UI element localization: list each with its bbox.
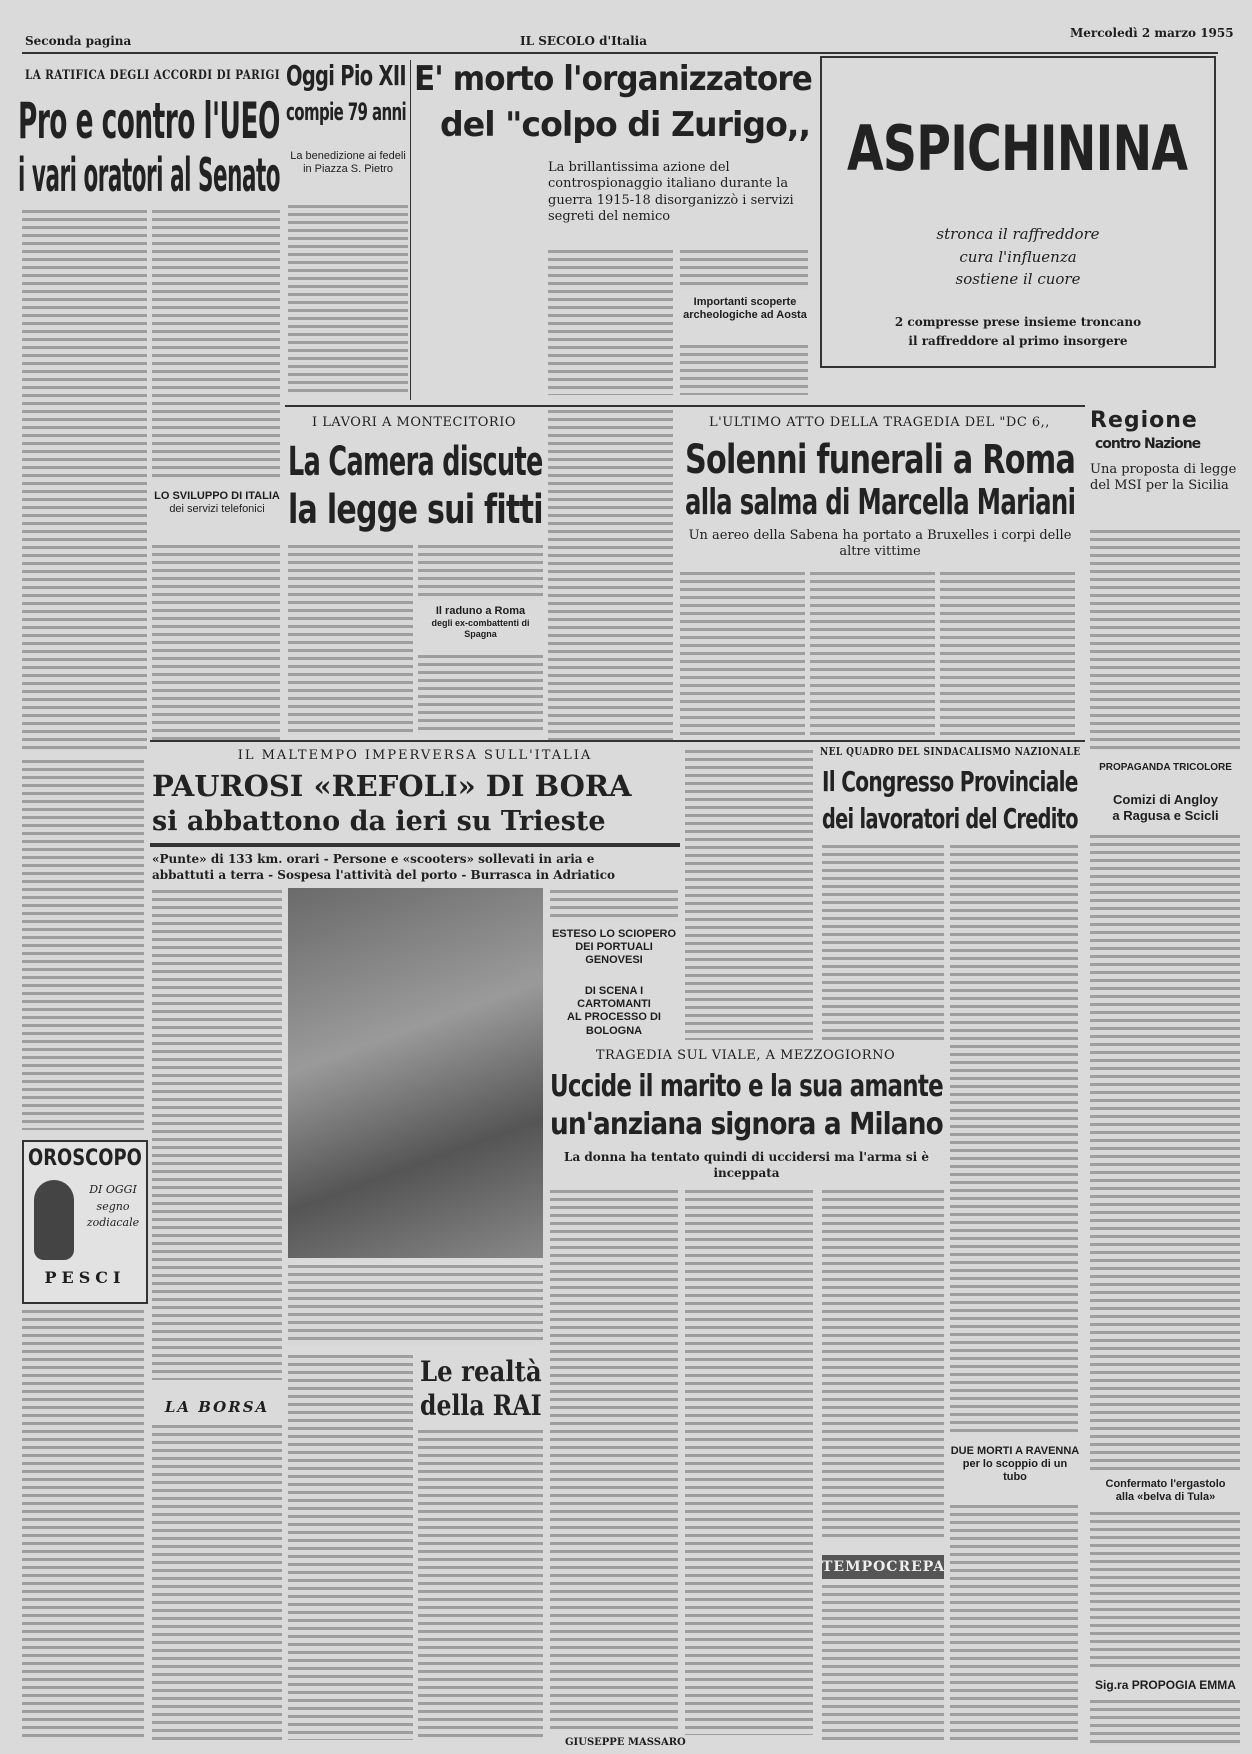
tula-headline-2: alla «belva di Tula» bbox=[1115, 1491, 1216, 1504]
credito-headline-2: dei lavoratori del Credito bbox=[822, 802, 1078, 835]
ad-body bbox=[822, 1585, 944, 1740]
pio-headline-2: compie 79 anni bbox=[286, 98, 407, 126]
credito-kicker: NEL QUADRO DEL SINDACALISMO NAZIONALE bbox=[820, 745, 1081, 758]
article-body bbox=[418, 655, 543, 735]
article-signature: GIUSEPPE MASSARO bbox=[565, 1737, 686, 1748]
bora-kicker: IL MALTEMPO IMPERVERSA SULL'ITALIA bbox=[237, 748, 593, 763]
ad-claim: sostiene il cuore bbox=[955, 270, 1081, 288]
dc6-headline-1: Solenni funerali a Roma bbox=[685, 437, 1076, 483]
cartomanti-headline-2: AL PROCESSO DI BOLOGNA bbox=[567, 1011, 661, 1037]
article-body bbox=[548, 410, 673, 740]
ueo-headline-1: Pro e contro l'UEO bbox=[18, 92, 280, 150]
article-body bbox=[288, 205, 408, 395]
article-body bbox=[950, 845, 1078, 1435]
zodiac-sign: PESCI bbox=[44, 1268, 126, 1287]
pio-subhead: La benedizione ai fedeli in Piazza S. Pietro bbox=[290, 150, 406, 176]
bora-subhead-2: abbattuti a terra - Sospesa l'attività del porto - Burrasca in Adriatico bbox=[152, 868, 616, 882]
regione-headline-1: Regione bbox=[1090, 408, 1198, 433]
ueo-headline-2: i vari oratori al Senato bbox=[18, 148, 281, 202]
section-rule bbox=[150, 740, 1085, 742]
camera-kicker: I LAVORI A MONTECITORIO bbox=[311, 415, 517, 430]
article-body bbox=[1090, 835, 1240, 1470]
news-photo bbox=[288, 888, 543, 1258]
article-body bbox=[950, 1505, 1078, 1740]
milano-kicker: TRAGEDIA SUL VIALE, A MEZZOGIORNO bbox=[595, 1048, 896, 1063]
article-body bbox=[152, 545, 280, 740]
aosta-subhead: Importanti scoperte archeologiche ad Aosta bbox=[683, 296, 807, 322]
tricolore-headline-1: Comizi di Angloy bbox=[1113, 792, 1218, 807]
photo-caption-and-body bbox=[288, 1265, 543, 1345]
zurigo-headline-1: E' morto l'organizzatore bbox=[414, 59, 812, 99]
article-body bbox=[810, 572, 935, 735]
portuali-headline-1: ESTESO LO SCIOPERO bbox=[551, 928, 677, 940]
article-body bbox=[1090, 1700, 1240, 1745]
article-body bbox=[548, 250, 673, 395]
page-label: Seconda pagina bbox=[25, 34, 132, 48]
cartomanti-headline-1: DI SCENA I CARTOMANTI bbox=[577, 985, 651, 1011]
article-body bbox=[680, 572, 805, 735]
zurigo-subhead: La brillantissima azione del controspionaggio italiano durante la guerra 1915-18 disorganizzò i servizi segreti del nemico bbox=[548, 160, 794, 224]
tricolore-kicker: PROPAGANDA TRICOLORE bbox=[1099, 762, 1232, 773]
article-body bbox=[152, 210, 280, 480]
ad-claim: stronca il raffreddore bbox=[936, 225, 1100, 243]
borsa-title: LA BORSA bbox=[164, 1398, 270, 1416]
tricolore-headline-2: a Ragusa e Scicli bbox=[1112, 807, 1219, 823]
ad-note: 2 compresse prese insieme troncano bbox=[894, 315, 1142, 329]
ad-brand: ASPICHININA bbox=[847, 112, 1188, 185]
bora-subhead-1: «Punte» di 133 km. orari - Persone e «scooters» sollevati in aria e bbox=[152, 852, 595, 866]
dc6-kicker: L'ULTIMO ATTO DELLA TRAGEDIA DEL "DC 6,, bbox=[709, 415, 1050, 430]
article-body bbox=[152, 890, 282, 1380]
stock-listing bbox=[152, 1425, 282, 1740]
article-body bbox=[1090, 1512, 1240, 1670]
camera-headline-2: la legge sui fitti bbox=[288, 487, 543, 533]
spagna-headline-1: Il raduno a Roma bbox=[435, 605, 526, 617]
ad-note: il raffreddore al primo insorgere bbox=[908, 334, 1128, 349]
telefoni-headline-2: dei servizi telefonici bbox=[169, 503, 265, 516]
ravenna-headline-1: DUE MORTI A RAVENNA bbox=[950, 1445, 1080, 1457]
zurigo-headline-2: del "colpo di Zurigo,, bbox=[440, 105, 811, 145]
headline-rule bbox=[150, 843, 680, 847]
article-body bbox=[288, 545, 413, 735]
dc6-subhead: Un aereo della Sabena ha portato a Bruxelles i corpi delle altre vittime bbox=[688, 528, 1072, 560]
rai-headline-2: della RAI bbox=[420, 1389, 542, 1422]
regione-headline-2: contro Nazione bbox=[1095, 436, 1201, 452]
telefoni-headline-1: LO SVILUPPO DI ITALIA bbox=[154, 490, 280, 502]
article-body bbox=[685, 750, 813, 1040]
issue-date: Mercoledì 2 marzo 1955 bbox=[1070, 26, 1234, 40]
tempocrepa-ad: TEMPOCREPA bbox=[822, 1555, 944, 1579]
article-body bbox=[822, 845, 944, 1040]
article-body bbox=[1090, 530, 1240, 750]
oroscopo-title: OROSCOPO bbox=[28, 1146, 142, 1171]
article-body bbox=[822, 1190, 944, 1540]
article-body bbox=[680, 250, 808, 290]
portuali-headline-2: DEI PORTUALI GENOVESI bbox=[575, 941, 653, 967]
pio-headline-1: Oggi Pio XII bbox=[286, 59, 406, 92]
article-body bbox=[288, 1355, 413, 1740]
column-rule bbox=[410, 60, 411, 400]
article-body bbox=[22, 760, 144, 1130]
aspichinina-ad bbox=[820, 56, 1216, 368]
milano-headline-1: Uccide il marito e la sua amante bbox=[550, 1069, 943, 1104]
necrology-name: Sig.ra PROPOGIA EMMA bbox=[1095, 1678, 1236, 1692]
milano-headline-2: un'anziana signora a Milano bbox=[550, 1107, 943, 1142]
fish-illustration bbox=[34, 1180, 74, 1260]
spagna-subhead bbox=[418, 605, 543, 640]
article-body bbox=[22, 1310, 144, 1740]
ueo-kicker: LA RATIFICA DEGLI ACCORDI DI PARIGI bbox=[25, 68, 280, 83]
oroscopo-sub: zodiacale bbox=[86, 1216, 140, 1229]
milano-subhead: La donna ha tentato quindi di uccidersi ma l'arma si è inceppata bbox=[564, 1150, 929, 1180]
rai-headline-1: Le realtà bbox=[420, 1355, 542, 1388]
camera-headline-1: La Camera discute bbox=[288, 439, 543, 485]
oroscopo-box bbox=[22, 1140, 148, 1304]
article-body bbox=[685, 1190, 813, 1735]
article-body bbox=[940, 572, 1075, 735]
credito-headline-1: Il Congresso Provinciale bbox=[822, 765, 1078, 798]
oroscopo-sub: DI OGGI bbox=[89, 1183, 137, 1196]
article-body bbox=[22, 210, 147, 750]
article-body bbox=[418, 1430, 543, 1740]
dc6-headline-2: alla salma di Marcella Mariani bbox=[685, 482, 1076, 523]
spagna-headline-2: degli ex-combattenti di Spagna bbox=[431, 618, 530, 639]
newspaper-name: IL SECOLO d'Italia bbox=[520, 34, 648, 48]
oroscopo-sub: segno bbox=[96, 1199, 130, 1213]
tula-headline-1: Confermato l'ergastolo bbox=[1105, 1478, 1226, 1490]
ravenna-headline-2: per lo scoppio di un tubo bbox=[962, 1458, 1068, 1484]
telefoni-subhead bbox=[152, 490, 282, 516]
article-body bbox=[550, 890, 678, 922]
masthead-rule bbox=[22, 52, 1218, 54]
ad-claim: cura l'influenza bbox=[959, 247, 1077, 266]
article-body bbox=[680, 345, 808, 395]
bora-headline-1: PAUROSI «REFOLI» DI BORA bbox=[152, 769, 632, 803]
regione-subhead: Una proposta di legge del MSI per la Sicilia bbox=[1090, 462, 1237, 494]
section-rule bbox=[285, 405, 1085, 407]
bora-headline-2: si abbattono da ieri su Trieste bbox=[152, 806, 606, 837]
article-body bbox=[418, 545, 543, 600]
article-body bbox=[550, 1190, 678, 1730]
